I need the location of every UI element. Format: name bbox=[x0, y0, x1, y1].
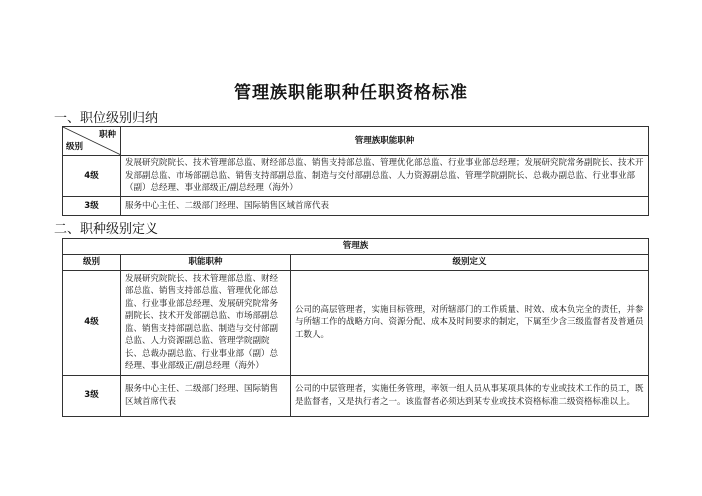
header-category-label: 职种 bbox=[98, 130, 116, 140]
table-header-row bbox=[63, 127, 649, 156]
position-level-table bbox=[62, 126, 649, 216]
header-level-label: 级别 bbox=[66, 141, 84, 152]
col-header-position: 职能职种 bbox=[121, 255, 291, 271]
section-heading-definitions: 二、职种级别定义 bbox=[54, 222, 159, 237]
col-header-definition: 级别定义 bbox=[291, 255, 649, 271]
level-definition-table bbox=[62, 238, 649, 417]
position-cell: 发展研究院院长、技术管理部总监、财经部总监、销售支持部总监、管理优化部总监、行业事业部总经理、发展研究院常务副院长、技术开发部副总监、市场部副总监、销售支持部副总监、制造与交付部副总监、人力资源副总监、管理学院副院长、总裁办副总监、行业事业部（副）总经理、事业部级正/副总经理（海外） bbox=[121, 270, 291, 375]
table-row bbox=[63, 156, 649, 197]
group-header-cell: 管理族 bbox=[63, 239, 649, 255]
definition-cell: 公司的高层管理者，实施目标管理，对所辖部门的工作质量、时效、成本负完全的责任，并参与所辖工作的战略方向、资源分配、成本及时间要求的制定，下属至少含三级监督者及普通员工数人。 bbox=[291, 270, 649, 375]
definition-cell: 公司的中层管理者，实施任务管理，率领一组人员从事某项具体的专业或技术工作的员工，既是监督者，又是执行者之一。该监督者必须达到某专业或技术资格标准二级资格标准以上。 bbox=[291, 375, 649, 416]
col-header-level: 级别 bbox=[63, 255, 121, 271]
level-cell: 3级 bbox=[63, 197, 121, 216]
level-cell: 4级 bbox=[63, 270, 121, 375]
header-function-label: 管理族职能职种 bbox=[121, 127, 649, 156]
table-row bbox=[63, 375, 649, 416]
group-header-row bbox=[63, 239, 649, 255]
page-title: 管理族职能职种任职资格标准 bbox=[234, 83, 468, 103]
column-header-row bbox=[63, 255, 649, 271]
section-heading-levels: 一、职位级别归纳 bbox=[54, 111, 159, 126]
level-cell: 3级 bbox=[63, 375, 121, 416]
positions-cell: 服务中心主任、二级部门经理、国际销售区域首席代表 bbox=[121, 197, 649, 216]
positions-cell: 发展研究院院长、技术管理部总监、财经部总监、销售支持部总监、管理优化部总监、行业事业部总经理；发展研究院常务副院长、技术开发部副总监、市场部副总监、销售支持部副总监、制造与交付部副总监、人力资源副总监、管理学院副院长、总裁办副总监、行业事业部（副）总经理、事业部级正/副总经理（海外） bbox=[121, 156, 649, 197]
table-row bbox=[63, 197, 649, 216]
position-cell: 服务中心主任、二级部门经理、国际销售区域首席代表 bbox=[121, 375, 291, 416]
level-cell: 4级 bbox=[63, 156, 121, 197]
table-row bbox=[63, 270, 649, 375]
diagonal-header-cell bbox=[63, 127, 121, 156]
